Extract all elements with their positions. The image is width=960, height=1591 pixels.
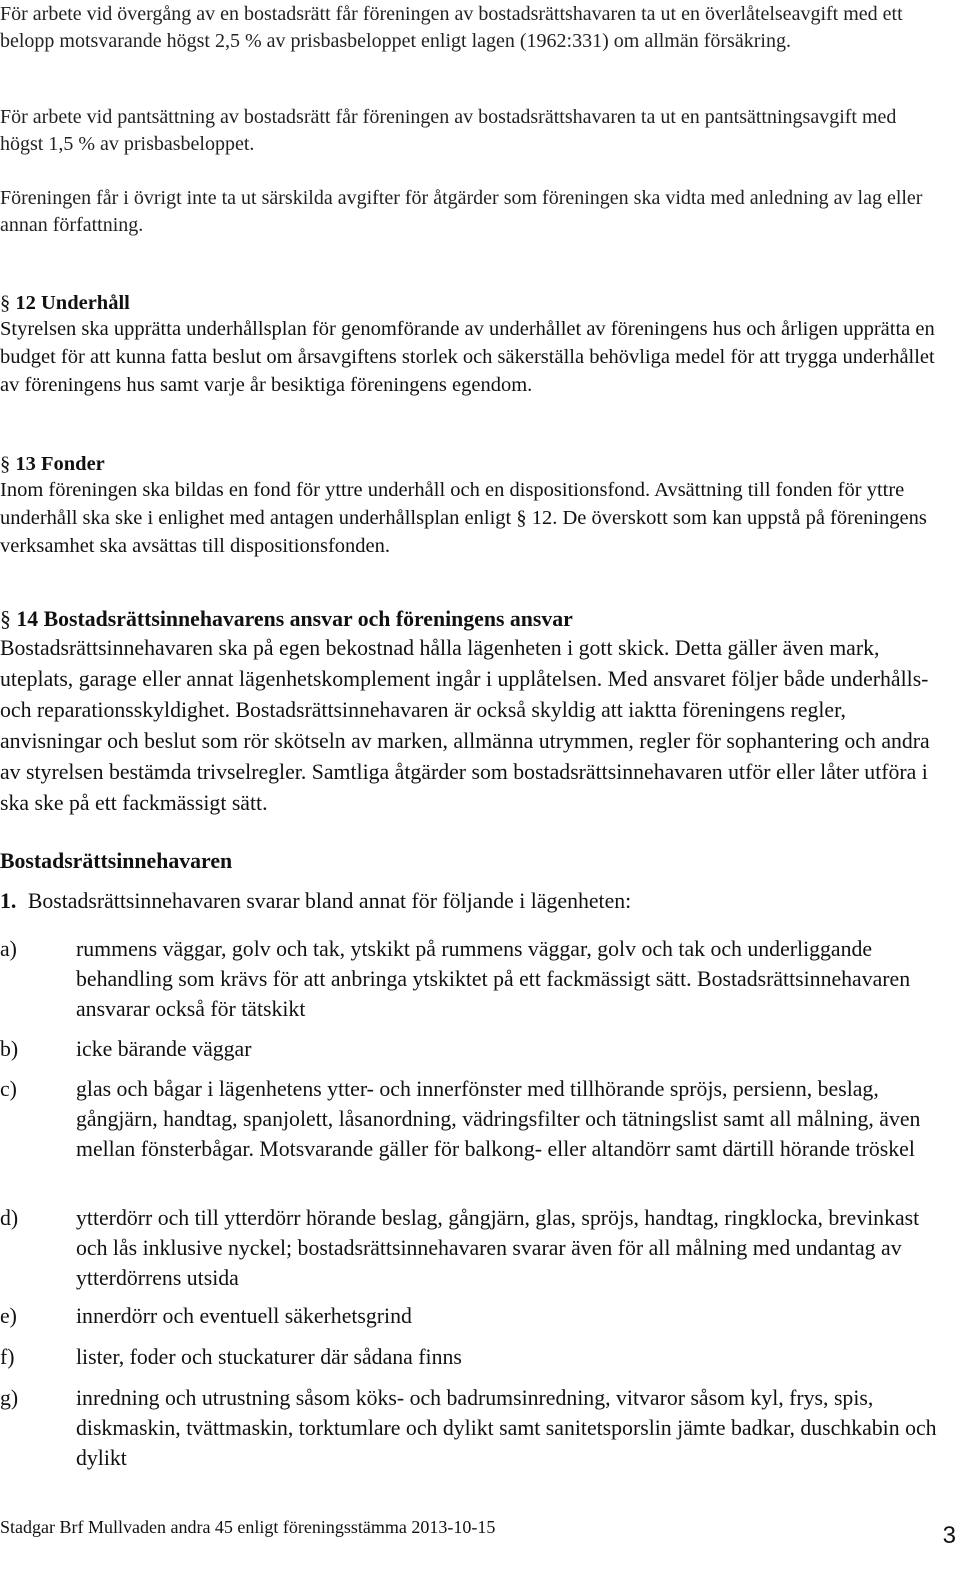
paragraph-overlatelseavgift: För arbete vid övergång av en bostadsrätt får föreningen av bostadsrättshavaren ta ut en överlåtelseavgift med ett belopp motsvarande högst 2,5 % av prisbasbeloppet enligt lagen (1962:331) om allmän försäkring. — [0, 3, 903, 52]
list-item-text: inredning och utrustning såsom köks- och badrumsinredning, vitvaror såsom kyl, frys, spis, diskmaskin, tvättmaskin, torktumlare och dylikt samt sanitetsporslin jämte badkar, duschkabin och dylikt — [76, 1386, 937, 1470]
list-item-text: glas och bågar i lägenhetens ytter- och innerfönster med tillhörande spröjs, persienn, beslag, gångjärn, handtag, spanjolett, låsanordning, vädringsfilter och tätningslist samt all målning, även mellan fönsterbågar. Motsvarande gäller för balkong- eller altandörr samt därtill hörande tröskel — [76, 1077, 921, 1161]
section-symbol: § — [0, 607, 11, 631]
section-symbol: § — [0, 292, 11, 314]
list-marker: b) — [0, 1037, 19, 1061]
paragraph-pantsattningsavgift: För arbete vid pantsättning av bostadsrätt får föreningen av bostadsrättshavaren ta ut en pantsättningsavgift med högst 1,5 % av prisbasbeloppet. — [0, 106, 897, 155]
section-14-body: Bostadsrättsinnehavaren ska på egen bekostnad hålla lägenheten i gott skick. Detta gäller även mark, uteplats, garage eller annat lägenhetskomplement ingår i upplåtelsen. Med ansvaret följer både underhålls- och reparationsskyldighet. Bostadsrättsinnehavaren är också skyldig att iaktta föreningens regler, anvisningar och beslut som rör skötseln av marken, allmänna utrymmen, regler för sophantering och andra av styrelsen bestämda trivselregler. Samtliga åtgärder som bostadsrättsinnehavaren utför eller låter utföra i ska ske på ett fackmässigt sätt. — [0, 636, 930, 815]
section-12-heading — [0, 289, 952, 317]
list-item-text: innerdörr och eventuell säkerhetsgrind — [76, 1304, 412, 1328]
list-item-text: lister, foder och stuckaturer där sådana finns — [76, 1345, 462, 1369]
section-14-heading — [0, 604, 952, 635]
list-item-text: icke bärande väggar — [76, 1037, 252, 1061]
section-13-body-part-b: 12. De överskott som kan uppstå på föreningens verksamhet ska avsättas till dispositionsfonden. — [0, 507, 927, 557]
list-item-text: ytterdörr och till ytterdörr hörande beslag, gångjärn, glas, spröjs, handtag, ringklocka, brevinkast och lås inklusive nyckel; bostadsrättsinnehavaren svarar även för all målning med undantag av ytterdörrens utsida — [76, 1206, 920, 1290]
list-item-text: rummens väggar, golv och tak, ytskikt på rummens väggar, golv och tak och underliggande behandling som krävs för att anbringa ytskiktet på ett fackmässigt sätt. Bostadsrättsinnehavaren ansvarar också för tätskikt — [76, 937, 911, 1021]
numbered-item-1 — [0, 886, 952, 917]
list-marker: d) — [0, 1206, 19, 1230]
list-marker: g) — [0, 1386, 19, 1410]
section-13-title: 13 Fonder — [15, 453, 105, 475]
section-13-body-part-a: Inom föreningen ska bildas en fond för yttre underhåll och en dispositionsfond. Avsättning till fonden för yttre underhåll ska ske i enlighet med antagen underhållsplan enligt — [0, 479, 905, 529]
numbered-item-text: Bostadsrättsinnehavaren svarar bland annat för följande i lägenheten: — [27, 889, 632, 913]
list-marker: a) — [0, 937, 17, 961]
list-marker: f) — [0, 1345, 15, 1369]
section-symbol: § — [0, 453, 11, 475]
paragraph-ovriga-avgifter: Föreningen får i övrigt inte ta ut särskilda avgifter för åtgärder som föreningen ska vidta med anledning av lag eller annan författning. — [0, 187, 923, 236]
section-13-body — [0, 476, 952, 560]
section-reference-symbol: § — [516, 507, 527, 529]
section-14-title: 14 Bostadsrättsinnehavarens ansvar och föreningens ansvar — [16, 607, 573, 631]
list-marker: c) — [0, 1077, 17, 1101]
section-12-title: 12 Underhåll — [15, 292, 130, 314]
page-number: 3 — [942, 1522, 956, 1549]
list-marker: e) — [0, 1304, 17, 1328]
subheading-bostadsrattsinnehavaren: Bostadsrättsinnehavaren — [0, 849, 233, 873]
section-13-heading — [0, 450, 952, 478]
section-12-body: Styrelsen ska upprätta underhållsplan för genomförande av underhållet av föreningens hus och årligen upprätta en budget för att kunna fatta beslut om årsavgiftens storlek och säkerställa behövliga medel för att trygga underhållet av föreningens hus samt varje år besiktiga föreningens egendom. — [0, 318, 935, 396]
numbered-item-number: 1. — [0, 889, 17, 913]
page-footer: Stadgar Brf Mullvaden andra 45 enligt föreningsstämma 2013-10-15 — [0, 1517, 496, 1537]
